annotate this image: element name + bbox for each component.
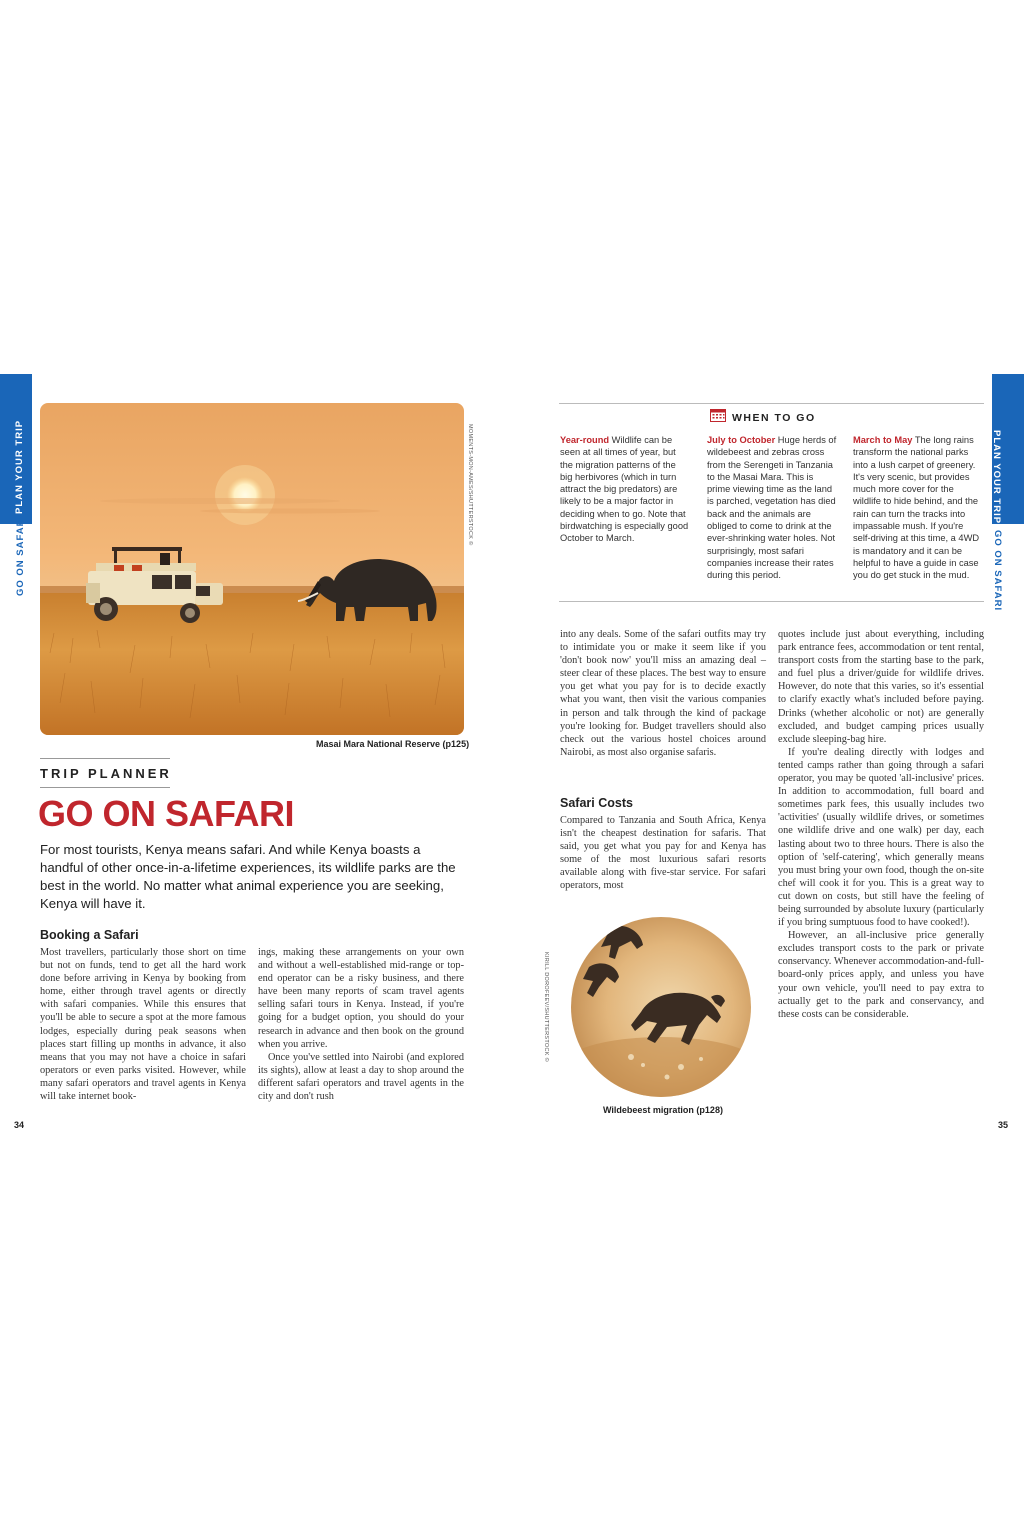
when-to-go-lead-2: July to October [707,435,776,445]
right-column-1-top [560,628,766,759]
safari-photo [40,403,464,735]
costs-p1: Compared to Tanzania and South Africa, Kenya isn't the cheapest destination for safaris. That said, you get what you pay for and Kenya has some of the most luxurious safari resorts available along with five-star service. For safari operators, most [560,815,766,892]
photo-credit: MOMENTS-MON-AMES/SHUTTERSTOCK © [467,424,473,546]
wildebeest-photo-credit: KIRILL DOROFEEV/SHUTTERSTOCK © [543,952,549,1062]
when-to-go-column-1 [560,434,690,545]
when-to-go-rule-bottom [559,601,984,602]
wildebeest-caption: Wildebeest migration (p128) [603,1105,723,1115]
left-tab-label: PLAN YOUR TRIP [14,419,25,514]
kicker-rule-top [40,758,170,759]
booking-col2-p2: Once you've settled into Nairobi (and explored its sights), allow at least a day to shop around the different safari operators and travel agents in the city and don't rush [258,1051,464,1103]
wildebeest-photo [571,917,751,1097]
booking-heading: Booking a Safari [40,928,139,942]
booking-col2-p1: ings, making these arrangements on your own and without a well-established mid-range or top-end operator can be a risky business, and there have been many reports of scam travel agents selling safari tours in Kenya. Instead, if you're going for a budget option, you should do your research in advance and then book on the ground when you arrive. [258,947,464,1050]
right-tab-label: PLAN YOUR TRIP [991,430,1002,525]
page-title: GO ON SAFARI [38,793,295,834]
right-col2-p3: However, an all-inclusive price generally excludes transport costs to the park or private conservancy. Whenever accommodation-and-full-board-only prices apply, and unless you have your own vehicle, you'll need to pay extra to actually get to the park and conservancy, and these costs can be considerable. [778,930,984,1020]
costs-heading: Safari Costs [560,796,633,810]
intro-text: For most tourists, Kenya means safari. And while Kenya boasts a handful of other once-in-a-lifetime experiences, its wildlife parks are the best in the world. No matter what animal experience you are seeking, Kenya will have it. [40,842,456,911]
kicker-rule-bottom [40,787,170,788]
booking-column-1 [40,946,246,1103]
when-to-go-text-1: Wildlife can be seen at all times of year, but the migration patterns of the big herbivores (which in turn attract the big predators) are likely to be a major factor in deciding when to go. Note that birdwatching is especially good October to March. [560,435,689,544]
kicker: TRIP PLANNER [40,766,172,781]
page-number-right: 35 [998,1120,1009,1130]
when-to-go-rule-top [559,403,984,404]
calendar-icon [710,408,726,427]
when-to-go-column-2 [707,434,837,582]
when-to-go-column-3 [853,434,983,582]
when-to-go-title: WHEN TO GO [732,411,816,424]
when-to-go-text-2: Huge herds of wildebeest and zebras cross from the Serengeti in Tanzania to the Masai Mara. This is prime viewing time as the land is parched, vegetation has died back and the animals are obliged to come to drink at the ever-shrinking water holes. Not surprisingly, most safari companies increase their rates during this period. [707,435,837,581]
right-col2-p1: quotes include just about everything, including park entrance fees, accommodation or tent rental, transport costs from the starting base to the park, and fuel plus a driver/guide for wildlife drives. However, do note that this varies, so it's essential to clarify exactly what's included before paying. Drinks (whether alcoholic or not) are generally excluded, and budget camping prices usually exclude sleeping-bag hire. [778,629,984,745]
when-to-go-lead-3: March to May [853,435,913,445]
when-to-go-lead-1: Year-round [560,435,610,445]
right-column-2 [778,628,984,1021]
right-col2-p2: If you're dealing directly with lodges and tented camps rather than going through a safari operator, you may be quoted 'all-inclusive' prices. In addition to accommodation, full board and sometimes park fees, this usually includes two 'activities' (usually wildlife drives, or sometimes one wildlife drive and one walk) per day, each lasting about two to three hours. There is also the option of 'self-catering', which generally means you must bring your own food, though the on-site chef will cook it for you. This is a great way to cut down on costs, but still have the feeling of being surrounded by absolute luxury (particularly if you bring sumptuous food to have cooked!). [778,746,984,929]
right-col1-top-text: into any deals. Some of the safari outfits may try to intimidate you or make it seem like if you 'don't book now' you'll miss an amazing deal – steer clear of these places. The best way to ensure you get what you pay for is to decide exactly what you want, then visit the various companies in person and talk through the kind of package you're looking for. Budget travellers should also check out the various hostel choices around Nairobi, as most also organise safaris. [560,629,766,758]
right-section-label: GO ON SAFARI [992,530,1003,612]
costs-column-1 [560,814,766,893]
when-to-go-text-3: The long rains transform the national parks into a lush carpet of greenery. It's very scenic, but provides much more cover for the wildlife to hide behind, and the rain can turn the tracks into impassable mush. If you're self-driving at this time, a 4WD is mandatory and it can be helpful to have a guide in case you do get stuck in the mud. [853,435,980,581]
booking-column-2 [258,946,464,1103]
booking-col1-text: Most travellers, particularly those short on time but not on funds, tend to get all the hard work done before arriving in Kenya by booking from home, either through travel agents or directly with safari companies. While this ensures that you'll be able to secure a spot at the more famous lodges, especially during peak seasons when places start filling up months in advance, it also means that you may not have a choice in safari operators or even parks visited. However, while many safari operators and travel agents in Kenya will take internet book- [40,947,246,1103]
photo-caption: Masai Mara National Reserve (p125) [316,739,470,749]
when-to-go-header [710,408,816,427]
left-section-label: GO ON SAFARI [15,514,26,596]
page-number-left: 34 [14,1120,25,1130]
